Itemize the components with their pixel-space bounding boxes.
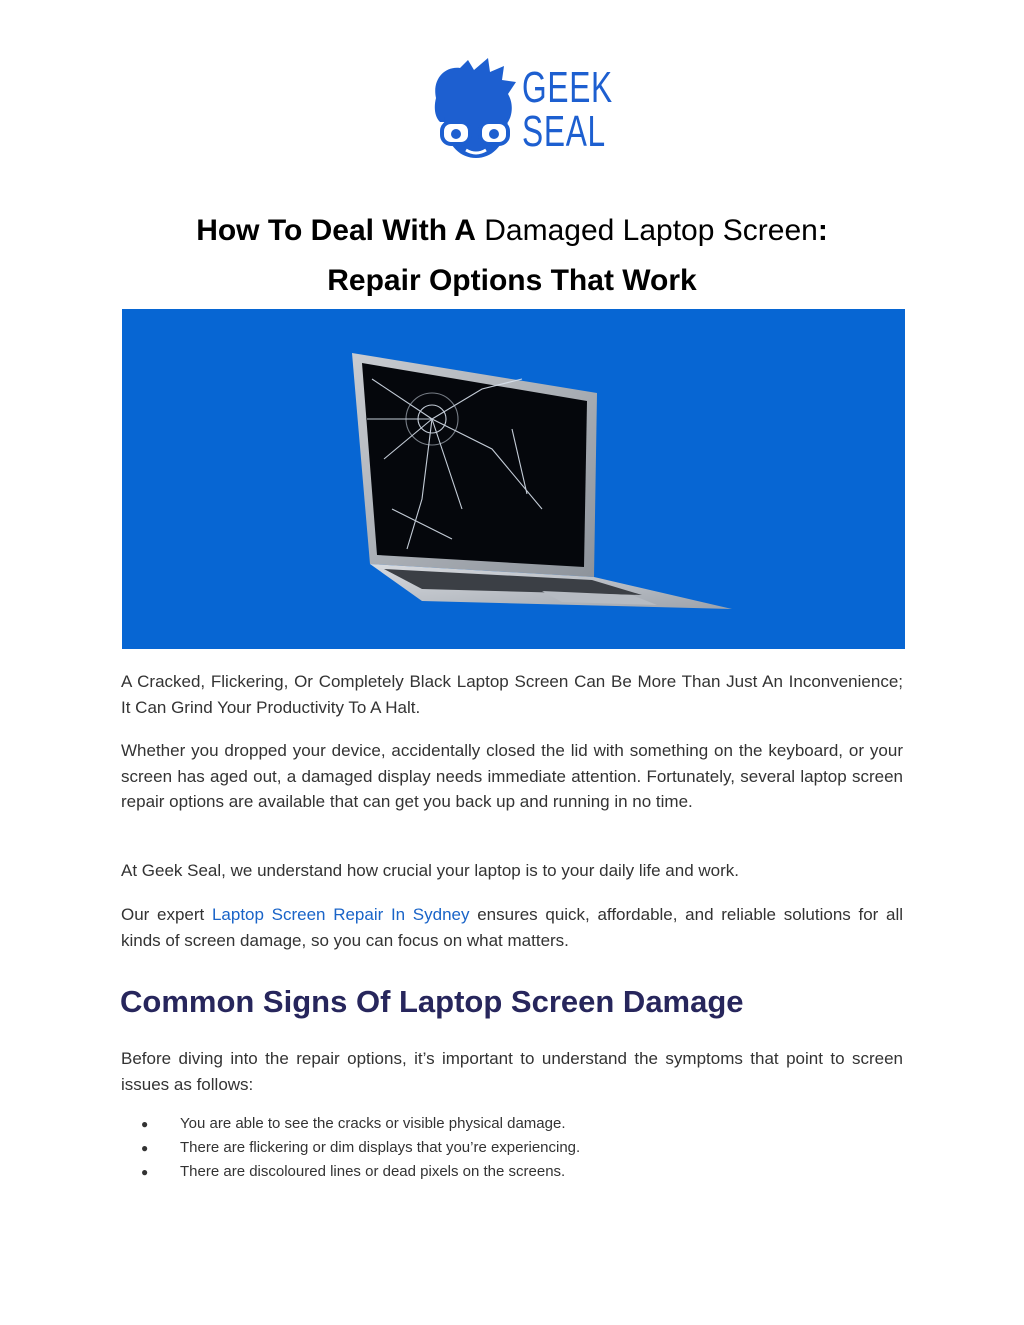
title-line-2 xyxy=(0,256,1024,306)
list-item: ● There are discoloured lines or dead pixels on the screens. xyxy=(121,1160,901,1184)
expert-text-before: Our expert xyxy=(121,905,205,924)
list-item: ● There are flickering or dim displays that you’re experiencing. xyxy=(121,1136,901,1160)
hero-image xyxy=(122,309,905,649)
paragraph-expert xyxy=(121,902,903,953)
logo-line-1: GEEK xyxy=(522,63,613,112)
mascot-face-icon xyxy=(430,58,522,164)
paragraph-intro: A Cracked, Flickering, Or Completely Black Laptop Screen Can Be More Than Just An Inconvenience; It Can Grind Your Productivity To A Halt. xyxy=(121,672,903,717)
section-heading: Common Signs Of Laptop Screen Damage xyxy=(120,984,744,1019)
logo-wordmark xyxy=(522,63,613,156)
paragraph-geek-seal: At Geek Seal, we understand how crucial your laptop is to your daily life and work. xyxy=(121,861,739,880)
broken-laptop-illustration-icon xyxy=(122,309,905,649)
page-title xyxy=(0,206,1024,306)
list-item: ● You are able to see the cracks or visible physical damage. xyxy=(121,1112,901,1136)
geek-seal-logo xyxy=(430,58,613,164)
laptop-screen-repair-link[interactable]: Laptop Screen Repair In Sydney xyxy=(211,905,470,924)
section-intro: Before diving into the repair options, it’s important to understand the symptoms that point to screen issues as follows: xyxy=(121,1049,903,1094)
title-colon: : xyxy=(817,214,828,247)
expert-text-after: ensures quick, affordable, and reliable solutions for all kinds of screen damage, so you can focus on what matters. xyxy=(121,905,903,950)
paragraph-damage: Whether you dropped your device, accidentally closed the lid with something on the keyboard, or your screen has aged out, a damaged display needs immediate attention. Fortunately, several laptop screen repair options are available that can get you back up and running in no time. xyxy=(121,741,903,811)
title-bold-part: How To Deal With A xyxy=(196,214,476,247)
title-line-2-text: Repair Options That Work xyxy=(327,264,697,297)
title-normal-part: Damaged Laptop Screen xyxy=(484,214,818,247)
symptom-list xyxy=(121,1112,901,1184)
logo-line-2: SEAL xyxy=(522,107,606,156)
title-line-1 xyxy=(0,206,1024,256)
